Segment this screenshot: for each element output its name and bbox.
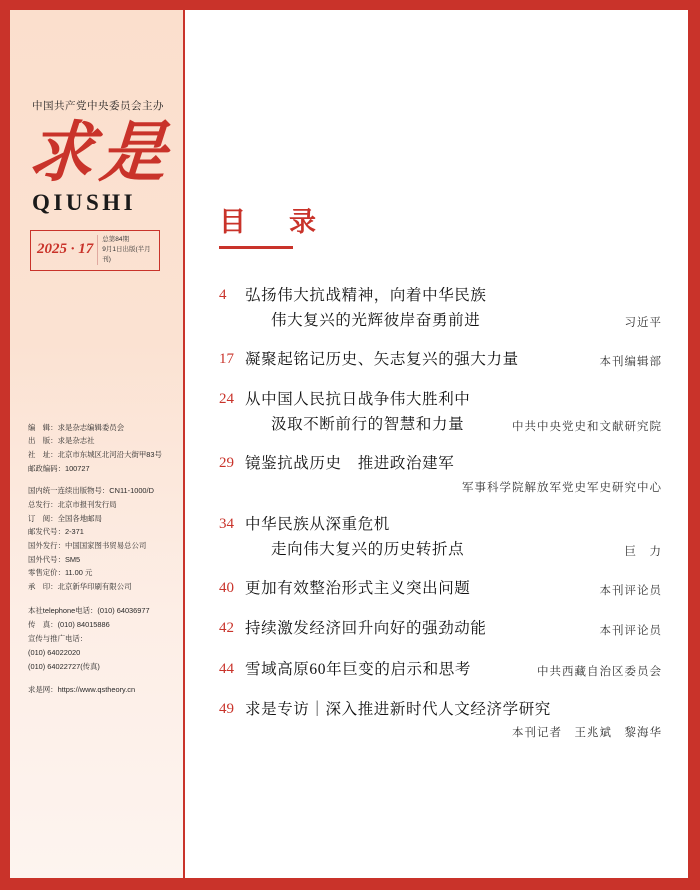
page-title: 目 录 bbox=[219, 207, 324, 237]
entry-page-number: 17 bbox=[219, 350, 234, 367]
entry-title-line: 凝聚起铭记历史、矢志复兴的强大力量 bbox=[245, 350, 519, 368]
list-item[interactable] bbox=[219, 387, 662, 434]
masthead-column bbox=[10, 10, 185, 878]
colophon-group-publisher bbox=[28, 421, 176, 476]
colophon-line: 总发行：北京市报刊发行局 bbox=[28, 499, 117, 509]
entry-title-line: 求是专访｜深入推进新时代人文经济学研究 bbox=[245, 701, 551, 719]
entry-title-line: 伟大复兴的光辉彼岸奋勇前进 bbox=[271, 311, 481, 329]
colophon-line: 宣传与推广电话： bbox=[28, 633, 88, 643]
entry-author: 本刊评论员 bbox=[599, 625, 662, 638]
entry-body bbox=[245, 657, 662, 679]
entry-author: 本刊记者 王兆斌 黎海华 bbox=[512, 727, 662, 740]
issue-badge bbox=[30, 230, 160, 270]
entry-page-number: 40 bbox=[219, 579, 234, 596]
entry-page-number: 44 bbox=[219, 660, 234, 677]
colophon-group-contact bbox=[28, 604, 176, 674]
colophon bbox=[28, 421, 176, 697]
entry-author: 中共西藏自治区委员会 bbox=[537, 665, 662, 678]
entry-page-number: 49 bbox=[219, 701, 234, 718]
list-item[interactable] bbox=[219, 697, 662, 740]
entry-page-number: 24 bbox=[219, 391, 234, 408]
entry-title-line: 更加有效整治形式主义突出问题 bbox=[245, 579, 471, 597]
magazine-logo-chinese: 求是 bbox=[25, 117, 175, 190]
colophon-line: 邮政编码：100727 bbox=[28, 463, 90, 473]
title-underline bbox=[219, 246, 293, 249]
entry-author: 中共中央党史和文献研究院 bbox=[512, 421, 662, 434]
colophon-line: 订 阅：全国各地邮局 bbox=[28, 513, 102, 523]
colophon-line: 编 辑：求是杂志编辑委员会 bbox=[28, 422, 125, 432]
issue-number: 2025 · 17 bbox=[37, 241, 94, 258]
entry-title-line: 从中国人民抗日战争伟大胜利中 bbox=[245, 391, 471, 409]
entry-title-line: 持续激发经济回升向好的强劲动能 bbox=[245, 620, 487, 638]
entry-body bbox=[245, 283, 662, 330]
list-item[interactable] bbox=[219, 347, 662, 371]
entry-title-line: 雪域高原60年巨变的启示和思考 bbox=[245, 660, 472, 678]
entry-page-number: 29 bbox=[219, 455, 234, 472]
colophon-line: 传 真：(010) 84015886 bbox=[28, 619, 110, 629]
entry-author: 巨 力 bbox=[624, 545, 662, 558]
colophon-line: 国外代号：SM5 bbox=[28, 554, 81, 564]
magazine-logo-pinyin: QIUSHI bbox=[32, 190, 137, 216]
colophon-line: 社 址：北京市东城区北河沿大街甲83号 bbox=[28, 449, 162, 459]
entry-title-line: 中华民族从深重危机 bbox=[245, 515, 390, 533]
colophon-line: 邮发代号：2-371 bbox=[28, 527, 84, 537]
entry-body bbox=[245, 347, 662, 369]
website-line[interactable]: 求是网：https://www.qstheory.cn bbox=[28, 685, 136, 695]
colophon-line: (010) 64022727(传真) bbox=[28, 662, 100, 672]
page-inner bbox=[10, 10, 688, 878]
issue-publish-date: 9月1日出版(半月刊) bbox=[102, 246, 151, 263]
list-item[interactable] bbox=[219, 512, 662, 559]
entry-title-line: 弘扬伟大抗战精神，向着中华民族 bbox=[245, 286, 487, 304]
sponsor-line: 中国共产党中央委员会主办 bbox=[32, 100, 164, 112]
entry-author: 本刊评论员 bbox=[599, 584, 662, 597]
entry-page-number: 4 bbox=[219, 286, 227, 303]
masthead bbox=[10, 10, 185, 271]
issue-meta bbox=[97, 235, 154, 264]
contents-column bbox=[185, 10, 688, 878]
entry-body bbox=[245, 512, 662, 559]
list-item[interactable] bbox=[219, 616, 662, 640]
table-of-contents bbox=[219, 283, 662, 741]
issue-total-number: 总第84期 bbox=[102, 236, 129, 244]
colophon-line: 国内统一连续出版物号：CN11-1000/D bbox=[28, 486, 154, 496]
list-item[interactable] bbox=[219, 283, 662, 330]
entry-author: 军事科学院解放军党史军史研究中心 bbox=[462, 481, 662, 494]
entry-body bbox=[245, 616, 662, 638]
entry-title-line: 镜鉴抗战历史 推进政治建军 bbox=[245, 455, 455, 473]
colophon-line: 承 印：北京新华印刷有限公司 bbox=[28, 582, 132, 592]
colophon-line: (010) 64022020 bbox=[28, 647, 81, 657]
colophon-line: 出 版：求是杂志社 bbox=[28, 436, 95, 446]
entry-body bbox=[245, 576, 662, 598]
colophon-line: 零售定价：11.00 元 bbox=[28, 568, 93, 578]
entry-author: 本刊编辑部 bbox=[599, 355, 662, 368]
colophon-line: 国外发行：中国国家图书贸易总公司 bbox=[28, 541, 147, 551]
entry-title-line: 汲取不断前行的智慧和力量 bbox=[271, 416, 465, 434]
list-item[interactable] bbox=[219, 657, 662, 681]
list-item[interactable] bbox=[219, 576, 662, 600]
entry-body bbox=[245, 451, 662, 494]
entry-author: 习近平 bbox=[624, 316, 662, 329]
entry-page-number: 42 bbox=[219, 620, 234, 637]
entry-body bbox=[245, 387, 662, 434]
entry-title-line: 走向伟大复兴的历史转折点 bbox=[271, 540, 465, 558]
entry-body bbox=[245, 697, 662, 740]
colophon-group-distribution bbox=[28, 484, 176, 594]
entry-page-number: 34 bbox=[219, 515, 234, 532]
list-item[interactable] bbox=[219, 451, 662, 494]
colophon-line: 本社telephone电话：(010) 64036977 bbox=[28, 605, 150, 615]
